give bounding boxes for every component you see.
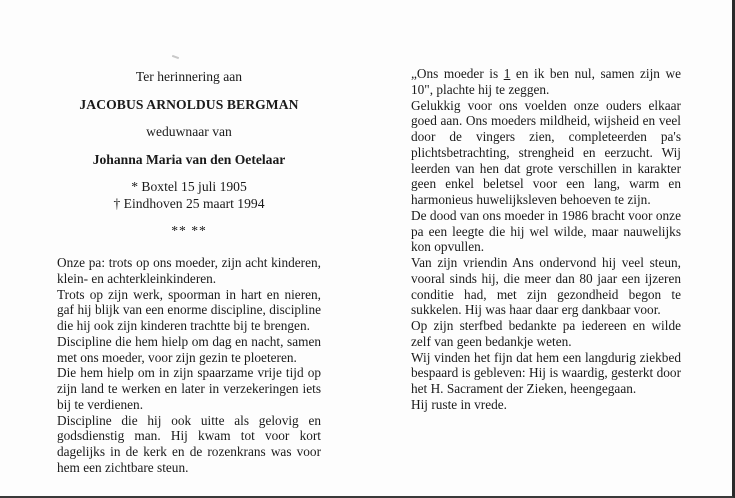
- quote-start: „Ons moeder is: [411, 66, 504, 81]
- paper-mark: [172, 55, 179, 59]
- paragraph: Gelukkig voor ons voelden onze ouders elkaar goed aan. Ons moeders mildheid, wijsheid en veel door de vingers zien, completeerden pa's plichtsbetrachting, strengheid en eerzucht. Wij leerden van hen dat grote verschillen in karakter geen enkel beletsel voor een lang, warm en harmonieus huwelijksleven behoeven te zijn.: [411, 97, 681, 207]
- right-body: [411, 66, 681, 413]
- paragraph: De dood van ons moeder in 1986 bracht voor onze pa een leegte die hij wel wilde, maar nauwelijks kon opvullen.: [411, 207, 681, 255]
- paragraph: Op zijn sterfbed bedankte pa iedereen en wilde zelf van geen bedankje weten.: [411, 318, 681, 349]
- header-block: [57, 68, 321, 239]
- birth-line: * Boxtel 15 juli 1905: [131, 179, 247, 194]
- paragraph: Onze pa: trots op ons moeder, zijn acht kinderen, klein- en achterkleinkinderen.: [57, 255, 321, 286]
- paragraph: Wij vinden het fijn dat hem een langdurig ziekbed bespaard is gebleven: Hij is waardig, gesterkt door het H. Sacrament der Zieken, heengegaan.: [411, 349, 681, 396]
- paragraph: Van zijn vriendin Ans ondervond hij veel steun, vooral sinds hij, die meer dan 80 jaar een ijzeren conditie had, met zijn gezondheid begon te sukkelen. Hij was haar daar erg dankbaar voor.: [411, 255, 681, 318]
- divider-stars: ** **: [171, 223, 207, 238]
- relation-line: weduwnaar van: [146, 124, 232, 139]
- spouse-name: Johanna Maria van den Oetelaar: [92, 152, 286, 167]
- quote-paragraph: [411, 66, 681, 98]
- paragraph: Discipline die hem hielp om dag en nacht, samen met ons moeder, voor zijn gezin te ploeteren.: [57, 333, 321, 365]
- paragraph: Discipline die hij ook uitte als gelovig en godsdienstig man. Hij kwam tot voor kort dagelijks in de kerk en de rozenkrans was voor hem een zichtbare steun.: [57, 412, 321, 475]
- closing-line: Hij ruste in vrede.: [411, 396, 508, 412]
- right-column: [411, 66, 681, 413]
- paragraph: Trots op zijn werk, spoorman in hart en nieren, gaf hij blijk van een enorme discipline, discipline die hij ook zijn kinderen trachtte bij te brengen.: [57, 286, 321, 333]
- quote-underlined: 1: [503, 66, 511, 81]
- quote-end: en ik ben nul, samen zijn we 10", plachte hij te zeggen.: [411, 66, 681, 97]
- left-column: [57, 66, 321, 476]
- death-line: † Eindhoven 25 maart 1994: [113, 196, 265, 211]
- paragraph: Die hem hielp om in zijn spaarzame vrije tijd op zijn land te werken en later in verzekeringen iets bij te verdienen.: [57, 365, 321, 412]
- left-body: [57, 255, 321, 476]
- intro-line: Ter herinnering aan: [135, 69, 243, 84]
- deceased-name: JACOBUS ARNOLDUS BERGMAN: [79, 97, 299, 112]
